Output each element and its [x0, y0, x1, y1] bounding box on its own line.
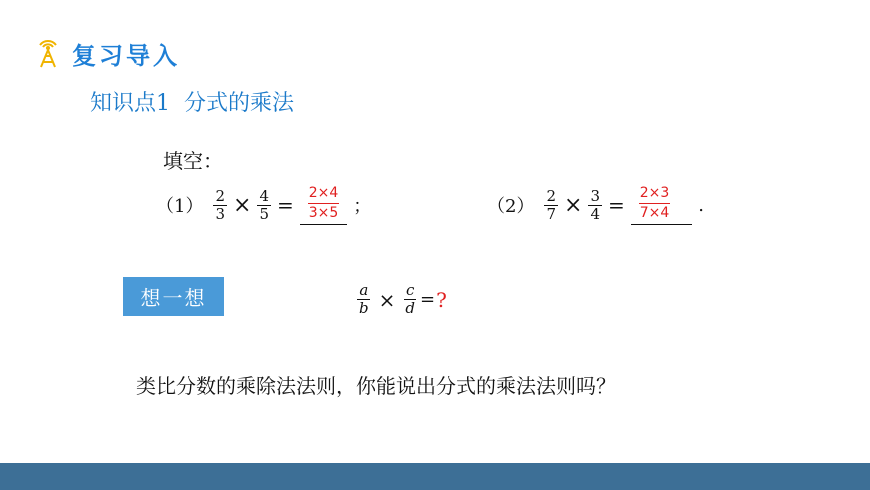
- denominator: 4: [590, 204, 600, 223]
- equals-sign: =: [276, 193, 294, 218]
- fraction-a: [213, 188, 227, 223]
- equals-sign: =: [607, 193, 625, 218]
- analogy-question: 类比分数的乘除法法则，你能说出分式的乘法法则吗？: [136, 374, 616, 398]
- problem-number: （1）: [156, 196, 204, 218]
- section-header: [34, 36, 180, 70]
- denominator: d: [405, 299, 415, 317]
- punctuation: ；: [353, 196, 372, 218]
- equals-sign: =: [419, 289, 436, 310]
- numerator: 2: [546, 186, 556, 205]
- lighthouse-signal-icon: [34, 37, 62, 69]
- answer-numerator: 2×4: [308, 186, 340, 204]
- denominator: 5: [259, 204, 269, 223]
- fraction-b: [257, 188, 271, 223]
- fraction-a: [544, 188, 558, 223]
- section-title: 复习导入: [72, 41, 180, 70]
- numerator: 2: [215, 186, 225, 205]
- numerator: 3: [590, 186, 600, 205]
- multiply-sign: ×: [378, 287, 396, 312]
- answer-blank: [631, 186, 693, 225]
- fraction-b: [403, 282, 417, 317]
- think-button[interactable]: 想一想: [123, 277, 224, 316]
- numerator: 4: [259, 186, 269, 205]
- fill-in-prompt: 填空：: [163, 149, 223, 173]
- question-mark: ?: [436, 287, 447, 312]
- footer-bar: [0, 463, 870, 490]
- numerator: c: [405, 281, 415, 299]
- numerator: a: [359, 281, 369, 299]
- answer-numerator: 2×3: [639, 186, 671, 204]
- answer-blank: [300, 186, 348, 225]
- denominator: 7: [546, 204, 556, 223]
- punctuation: .: [698, 194, 705, 216]
- answer-denominator: 3×5: [308, 205, 339, 222]
- knowledge-point-topic: 分式的乘法: [184, 91, 295, 116]
- answer-denominator: 7×4: [639, 205, 670, 222]
- fraction-b: [588, 188, 602, 223]
- denominator: 3: [215, 204, 225, 223]
- knowledge-point-title: [90, 86, 294, 117]
- problem-2: [487, 186, 704, 225]
- knowledge-point-label: 知识点1: [90, 91, 170, 116]
- denominator: b: [359, 299, 369, 317]
- problem-1: [156, 186, 371, 225]
- multiply-sign: ×: [564, 192, 583, 218]
- fraction-a: [357, 282, 371, 317]
- multiply-sign: ×: [233, 192, 252, 218]
- think-formula: [355, 282, 447, 317]
- problem-number: （2）: [487, 196, 535, 218]
